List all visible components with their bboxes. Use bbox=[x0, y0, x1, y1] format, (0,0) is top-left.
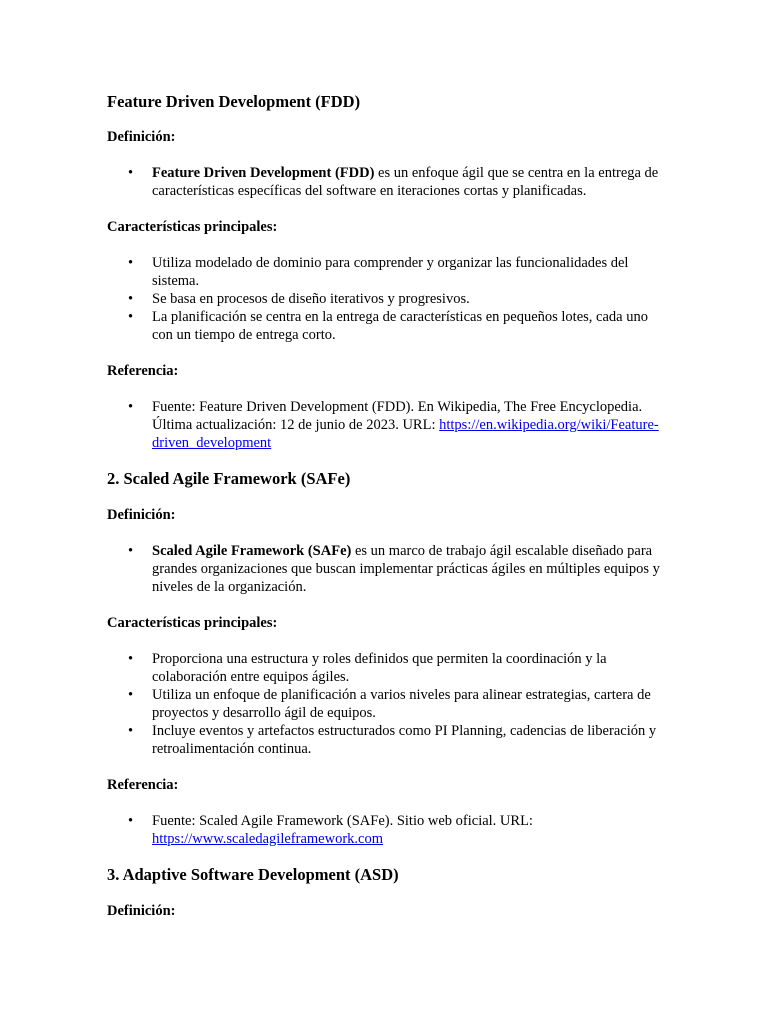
section-title-safe: 2. Scaled Agile Framework (SAFe) bbox=[107, 469, 351, 488]
reference-label-safe: Referencia: bbox=[107, 777, 179, 793]
feature-item: • La planificación se centra en la entrega de características en pequeños lotes, cada uno con un tiempo de entrega corto. bbox=[107, 308, 667, 344]
reference-item-safe bbox=[107, 812, 667, 848]
definition-item-safe bbox=[107, 542, 667, 596]
feature-item: • Utiliza modelado de dominio para comprender y organizar las funcionalidades del sistema. bbox=[107, 254, 667, 290]
feature-item: • Utiliza un enfoque de planificación a varios niveles para alinear estrategias, cartera de proyectos y desarrollo ágil de equipos. bbox=[107, 686, 667, 722]
definition-term-safe: Scaled Agile Framework (SAFe) bbox=[152, 543, 352, 559]
reference-link-fdd[interactable]: https://en.wikipedia.org/wiki/Feature-driven_development bbox=[152, 417, 659, 451]
definition-text-safe: es un marco de trabajo ágil escalable diseñado para grandes organizaciones que buscan implementar prácticas ágiles en múltiples equipos y niveles de la organización. bbox=[152, 543, 660, 595]
definition-label-asd: Definición: bbox=[107, 903, 176, 919]
definition-list-safe bbox=[107, 542, 667, 596]
reference-label-fdd: Referencia: bbox=[107, 363, 179, 379]
reference-text-safe: Fuente: Scaled Agile Framework (SAFe). Sitio web oficial. URL: bbox=[152, 813, 533, 829]
features-label-fdd: Características principales: bbox=[107, 219, 278, 235]
definition-label-fdd: Definición: bbox=[107, 129, 176, 145]
reference-link-safe[interactable]: https://www.scaledagileframework.com bbox=[152, 831, 383, 847]
section-title-asd: 3. Adaptive Software Development (ASD) bbox=[107, 865, 399, 884]
definition-label-safe: Definición: bbox=[107, 507, 176, 523]
feature-item: • Incluye eventos y artefactos estructurados como PI Planning, cadencias de liberación y retroalimentación continua. bbox=[107, 722, 667, 758]
reference-list-safe bbox=[107, 812, 667, 848]
section-title-fdd: Feature Driven Development (FDD) bbox=[107, 92, 361, 111]
features-label-safe: Características principales: bbox=[107, 615, 278, 631]
feature-item: • Proporciona una estructura y roles definidos que permiten la coordinación y la colaboración entre equipos ágiles. bbox=[107, 650, 667, 686]
reference-list-fdd bbox=[107, 398, 667, 452]
definition-list-fdd bbox=[107, 164, 667, 200]
reference-item-fdd bbox=[107, 398, 667, 452]
definition-item-fdd bbox=[107, 164, 667, 200]
document-page bbox=[107, 92, 667, 920]
reference-text-fdd: Fuente: Feature Driven Development (FDD). En Wikipedia, The Free Encyclopedia. Última actualización: 12 de junio de 2023. URL: bbox=[152, 399, 643, 433]
feature-item: • Se basa en procesos de diseño iterativos y progresivos. bbox=[107, 290, 667, 308]
definition-text-fdd: es un enfoque ágil que se centra en la entrega de características específicas del software en iteraciones cortas y planificadas. bbox=[152, 165, 659, 199]
features-list-fdd bbox=[107, 254, 667, 344]
definition-term-fdd: Feature Driven Development (FDD) bbox=[152, 165, 375, 181]
features-list-safe bbox=[107, 650, 667, 758]
